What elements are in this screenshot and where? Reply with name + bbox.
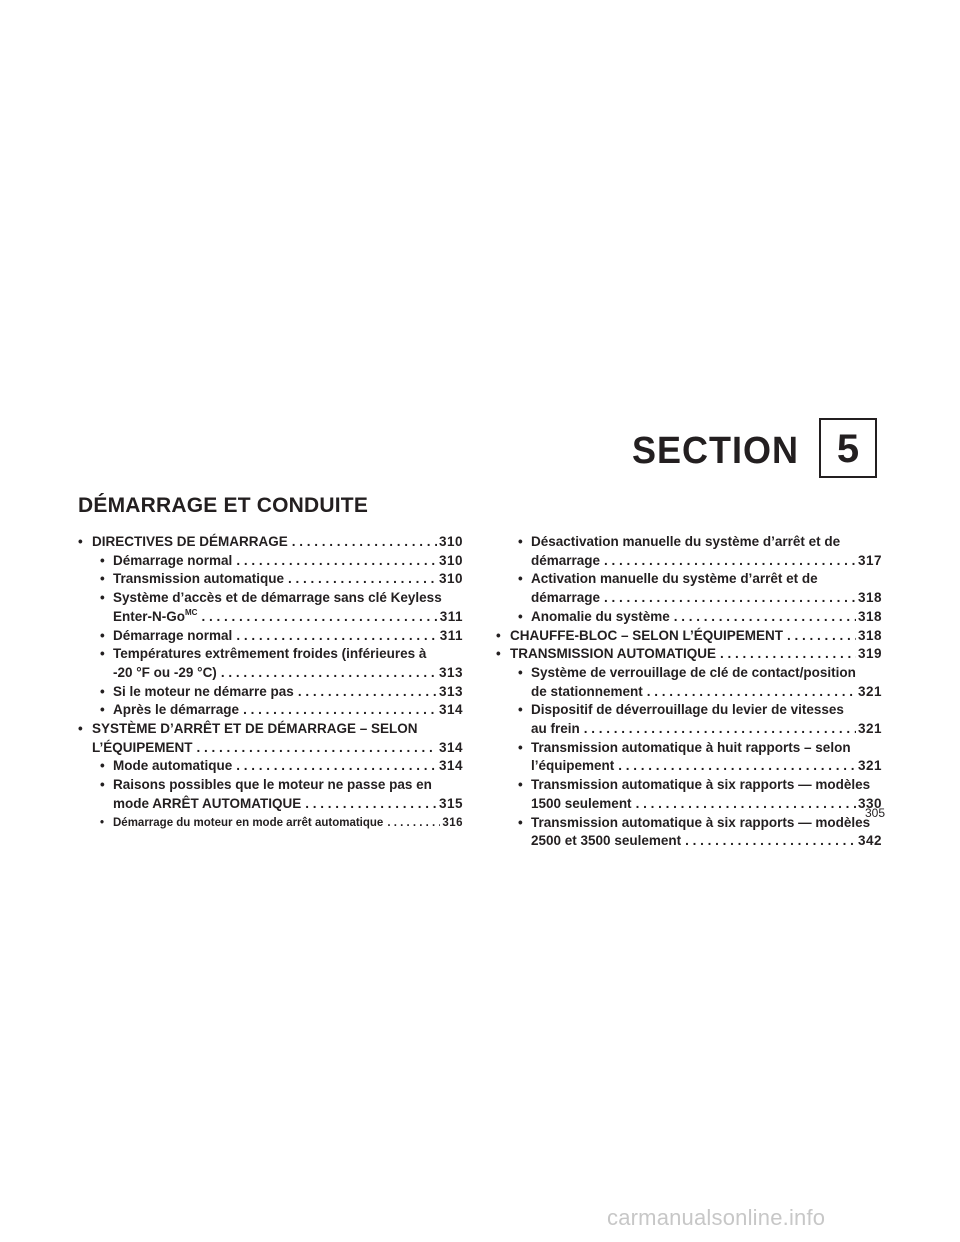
toc-page-number: 316 xyxy=(442,816,463,829)
toc-page-number: 318 xyxy=(857,608,882,624)
toc-entry xyxy=(78,645,463,682)
toc-entry-label: Transmission automatique xyxy=(113,571,285,587)
dot-leader xyxy=(383,814,440,833)
bullet-icon: • xyxy=(78,721,83,737)
toc-page-number: 311 xyxy=(439,627,463,643)
toc-entry-label: -20 °F ou -29 °C) xyxy=(113,664,217,680)
toc-entry-label: l’équipement xyxy=(531,758,615,774)
section-number-box: 5 xyxy=(819,418,877,478)
bullet-icon: • xyxy=(100,777,105,793)
toc-entry-label: Températures extrêmement froides (inférieures à xyxy=(113,646,427,662)
toc-entry xyxy=(78,533,463,552)
toc-page-number: 321 xyxy=(857,721,882,737)
toc-page-number: 310 xyxy=(438,534,463,549)
bullet-icon: • xyxy=(100,571,105,587)
toc-entry xyxy=(496,533,882,570)
dot-leader xyxy=(232,757,437,776)
watermark: carmanualsonline.info xyxy=(607,1205,826,1230)
dot-leader xyxy=(600,589,856,608)
bullet-icon: • xyxy=(518,534,523,549)
dot-leader xyxy=(716,645,856,664)
toc-entry-label: Raisons possibles que le moteur ne passe pas en xyxy=(113,777,432,793)
dot-leader xyxy=(193,739,437,758)
dot-leader xyxy=(197,608,437,627)
bullet-icon: • xyxy=(518,814,523,830)
bullet-icon: • xyxy=(100,646,105,662)
toc-right-column xyxy=(496,533,882,851)
toc-entry-label: au frein xyxy=(531,721,580,737)
toc-entry xyxy=(496,627,882,646)
toc-entry xyxy=(496,776,882,813)
toc-entry-label: de stationnement xyxy=(531,683,643,699)
toc-page-number: 342 xyxy=(857,833,882,849)
bullet-icon: • xyxy=(100,627,105,643)
chapter-title: DÉMARRAGE ET CONDUITE xyxy=(78,494,369,517)
toc-entry-label: Mode automatique xyxy=(113,758,233,774)
dot-leader xyxy=(301,795,437,814)
toc-entry xyxy=(78,776,463,813)
dot-leader xyxy=(232,552,437,571)
toc-entry xyxy=(78,552,463,571)
toc-entry xyxy=(78,814,463,833)
toc-entry-label: Anomalie du système xyxy=(531,608,670,624)
toc-page-number: 310 xyxy=(438,571,463,587)
toc-entry-label: Enter-N-Go xyxy=(113,608,185,624)
dot-leader xyxy=(288,533,437,552)
toc-entry-label: Après le démarrage xyxy=(113,702,240,718)
bullet-icon: • xyxy=(518,608,523,624)
toc-page-number: 321 xyxy=(857,683,882,699)
toc-entry xyxy=(496,814,882,851)
bullet-icon: • xyxy=(496,646,501,662)
toc-entry-label: Transmission automatique à six rapports — modèles xyxy=(531,777,871,793)
toc-page-number: 314 xyxy=(438,739,463,755)
toc-entry xyxy=(78,720,463,757)
toc-entry-label: Désactivation manuelle du système d’arrêt et de xyxy=(531,534,841,549)
toc-entry-label: mode ARRÊT AUTOMATIQUE xyxy=(113,795,302,811)
toc-entry-label: L’ÉQUIPEMENT xyxy=(92,739,193,755)
dot-leader xyxy=(600,552,856,571)
toc-entry-label: CHAUFFE-BLOC – SELON L’ÉQUIPEMENT xyxy=(510,627,784,643)
dot-leader xyxy=(580,720,856,739)
bullet-icon: • xyxy=(100,816,105,829)
dot-leader xyxy=(643,683,856,702)
toc-page-number: 318 xyxy=(857,627,882,643)
toc-entry xyxy=(496,645,882,664)
dot-leader xyxy=(681,832,856,851)
bullet-icon: • xyxy=(100,758,105,774)
toc-left-column xyxy=(78,533,463,832)
bullet-icon: • xyxy=(518,777,523,793)
toc-entry-label: DIRECTIVES DE DÉMARRAGE xyxy=(92,534,288,549)
toc-entry xyxy=(78,589,463,626)
toc-page-number: 314 xyxy=(438,758,463,774)
bullet-icon: • xyxy=(78,534,83,549)
toc-page-number: 318 xyxy=(857,590,882,606)
bullet-icon: • xyxy=(518,664,523,680)
toc-entry-label: Dispositif de déverrouillage du levier de vitesses xyxy=(531,702,844,718)
toc-entry-label: Système d’accès et de démarrage sans clé Keyless xyxy=(113,590,442,606)
bullet-icon: • xyxy=(100,702,105,718)
toc-entry xyxy=(496,664,882,701)
toc-entry xyxy=(496,570,882,607)
toc-entry-label: Transmission automatique à six rapports — modèles xyxy=(531,814,871,830)
toc-page-number: 317 xyxy=(857,552,882,568)
toc-entry-label: 2500 et 3500 seulement xyxy=(531,833,682,849)
toc-entry-label: 1500 seulement xyxy=(531,795,632,811)
toc-page-number: 313 xyxy=(438,664,463,680)
toc-page-number: 311 xyxy=(439,608,463,624)
toc-entry-label: démarrage xyxy=(531,552,601,568)
toc-entry xyxy=(78,570,463,589)
bullet-icon: • xyxy=(100,590,105,606)
toc-entry xyxy=(78,701,463,720)
bullet-icon: • xyxy=(100,552,105,568)
toc-page-number: 314 xyxy=(438,702,463,718)
toc-entry-label: Système de verrouillage de clé de contact/position xyxy=(531,664,856,680)
bullet-icon: • xyxy=(496,627,501,643)
toc-entry-label: Si le moteur ne démarre pas xyxy=(113,683,294,699)
dot-leader xyxy=(232,627,437,646)
dot-leader xyxy=(239,701,437,720)
toc-entry xyxy=(496,608,882,627)
dot-leader xyxy=(284,570,437,589)
toc-entry xyxy=(78,757,463,776)
bullet-icon: • xyxy=(518,571,523,587)
toc-entry xyxy=(496,701,882,738)
toc-entry-label: TRANSMISSION AUTOMATIQUE xyxy=(510,646,717,662)
page-number: 305 xyxy=(865,806,886,820)
dot-leader xyxy=(614,757,856,776)
bullet-icon: • xyxy=(518,739,523,755)
dot-leader xyxy=(783,627,856,646)
toc-entry-label: Démarrage du moteur en mode arrêt automatique xyxy=(113,816,384,829)
toc-entry-label: Démarrage normal xyxy=(113,552,233,568)
toc-page-number: 330 xyxy=(857,795,882,811)
toc-entry-label: SYSTÈME D’ARRÊT ET DE DÉMARRAGE – SELON xyxy=(92,721,418,737)
bullet-icon: • xyxy=(518,702,523,718)
trademark-superscript: MC xyxy=(185,607,198,617)
section-label: SECTION xyxy=(632,428,800,472)
dot-leader xyxy=(632,795,856,814)
toc-page-number: 319 xyxy=(857,646,882,662)
dot-leader xyxy=(217,664,437,683)
toc-entry xyxy=(78,627,463,646)
toc-entry-label: démarrage xyxy=(531,590,601,606)
toc-entry-label: Activation manuelle du système d’arrêt et de xyxy=(531,571,818,587)
dot-leader xyxy=(670,608,856,627)
toc-page-number: 321 xyxy=(857,758,882,774)
toc-page-number: 313 xyxy=(438,683,463,699)
toc-page-number: 315 xyxy=(438,795,463,811)
toc-entry-label: Démarrage normal xyxy=(113,627,233,643)
toc-entry xyxy=(78,683,463,702)
toc-entry xyxy=(496,739,882,776)
toc-entry-label: Transmission automatique à huit rapports – selon xyxy=(531,739,851,755)
bullet-icon: • xyxy=(100,683,105,699)
dot-leader xyxy=(294,683,437,702)
toc-page-number: 310 xyxy=(438,552,463,568)
